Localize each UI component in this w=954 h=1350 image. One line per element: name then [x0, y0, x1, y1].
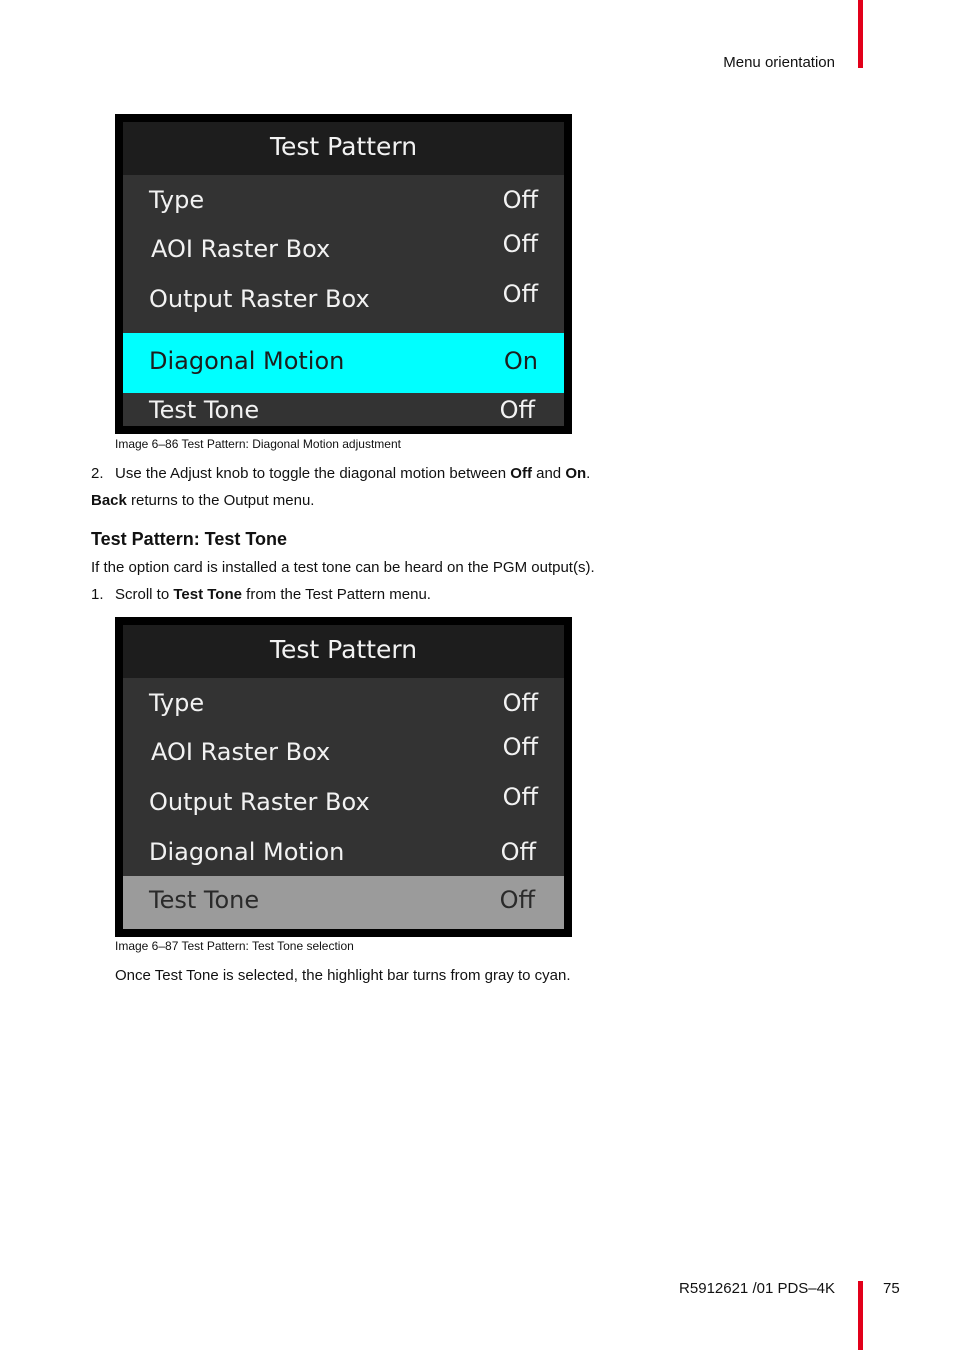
- section-intro: If the option card is installed a test tone can be heard on the PGM output(s).: [91, 559, 595, 576]
- section-heading: Test Pattern: Test Tone: [91, 529, 288, 549]
- figure-caption: Image 6–87 Test Pattern: Test Tone selection: [115, 939, 354, 953]
- osd-row-output-raster-box: [123, 276, 564, 326]
- osd-row-value: Off: [502, 186, 538, 214]
- osd-row-value: Off: [499, 396, 535, 424]
- osd-menu-body: [123, 175, 564, 426]
- text-run: and: [531, 465, 566, 482]
- osd-row-test-tone: [123, 393, 564, 426]
- osd-screenshot-diagonal-motion: [115, 114, 572, 434]
- osd-row-label: Test Tone: [149, 886, 260, 914]
- osd-row-label: Output Raster Box: [149, 788, 370, 816]
- text-run: returns to the Output menu.: [126, 492, 315, 509]
- osd-row-value: On: [503, 347, 538, 375]
- osd-row-diagonal-motion: [123, 829, 564, 879]
- running-header: Menu orientation: [723, 54, 835, 71]
- step-number: 1.: [91, 586, 104, 603]
- osd-row-type: [123, 177, 564, 227]
- osd-row-test-tone-selected: [123, 876, 564, 929]
- osd-row-label: Output Raster Box: [149, 285, 370, 313]
- osd-title: Test Pattern: [123, 625, 564, 678]
- osd-row-value: Off: [502, 689, 538, 717]
- osd-row-label: Type: [149, 689, 205, 717]
- osd-row-label: AOI Raster Box: [151, 235, 331, 263]
- step-number: 2.: [91, 465, 104, 482]
- osd-row-value: Off: [499, 886, 535, 914]
- selection-note: Once Test Tone is selected, the highlight bar turns from gray to cyan.: [115, 967, 571, 984]
- bold-term: Test Tone: [173, 586, 242, 603]
- figure-caption: Image 6–86 Test Pattern: Diagonal Motion adjustment: [115, 437, 401, 451]
- osd-row-value: Off: [502, 230, 538, 258]
- osd-row-label: Test Tone: [149, 396, 260, 424]
- bold-term: On: [565, 465, 587, 482]
- osd-menu-body: [123, 678, 564, 929]
- back-note: [91, 492, 314, 510]
- bold-term: Back: [91, 492, 127, 509]
- osd-row-output-raster-box: [123, 779, 564, 829]
- text-run: .: [586, 465, 591, 482]
- osd-row-label: Diagonal Motion: [149, 347, 345, 375]
- bold-term: Off: [510, 465, 532, 482]
- page-number: 75: [883, 1280, 900, 1297]
- step-text: [115, 586, 431, 604]
- osd-title: Test Pattern: [123, 122, 564, 175]
- text-run: Use the Adjust knob to toggle the diagonal motion between: [115, 465, 511, 482]
- osd-row-value: Off: [502, 280, 538, 308]
- osd-row-label: Type: [149, 186, 205, 214]
- osd-row-value: Off: [502, 733, 538, 761]
- text-run: Scroll to: [115, 586, 174, 603]
- header-accent-bar: [858, 0, 863, 68]
- osd-row-aoi-raster-box: [123, 226, 564, 276]
- text-run: from the Test Pattern menu.: [241, 586, 431, 603]
- osd-row-label: AOI Raster Box: [151, 738, 331, 766]
- osd-row-diagonal-motion-selected: [123, 333, 564, 393]
- step-text: [115, 465, 590, 483]
- footer-accent-bar: [858, 1281, 863, 1350]
- footer-document-id: R5912621 /01 PDS–4K: [679, 1280, 835, 1297]
- osd-row-value: Off: [500, 838, 536, 866]
- osd-screenshot-test-tone: [115, 617, 572, 937]
- osd-row-aoi-raster-box: [123, 729, 564, 779]
- osd-row-type: [123, 680, 564, 730]
- osd-row-label: Diagonal Motion: [149, 838, 345, 866]
- osd-row-value: Off: [502, 783, 538, 811]
